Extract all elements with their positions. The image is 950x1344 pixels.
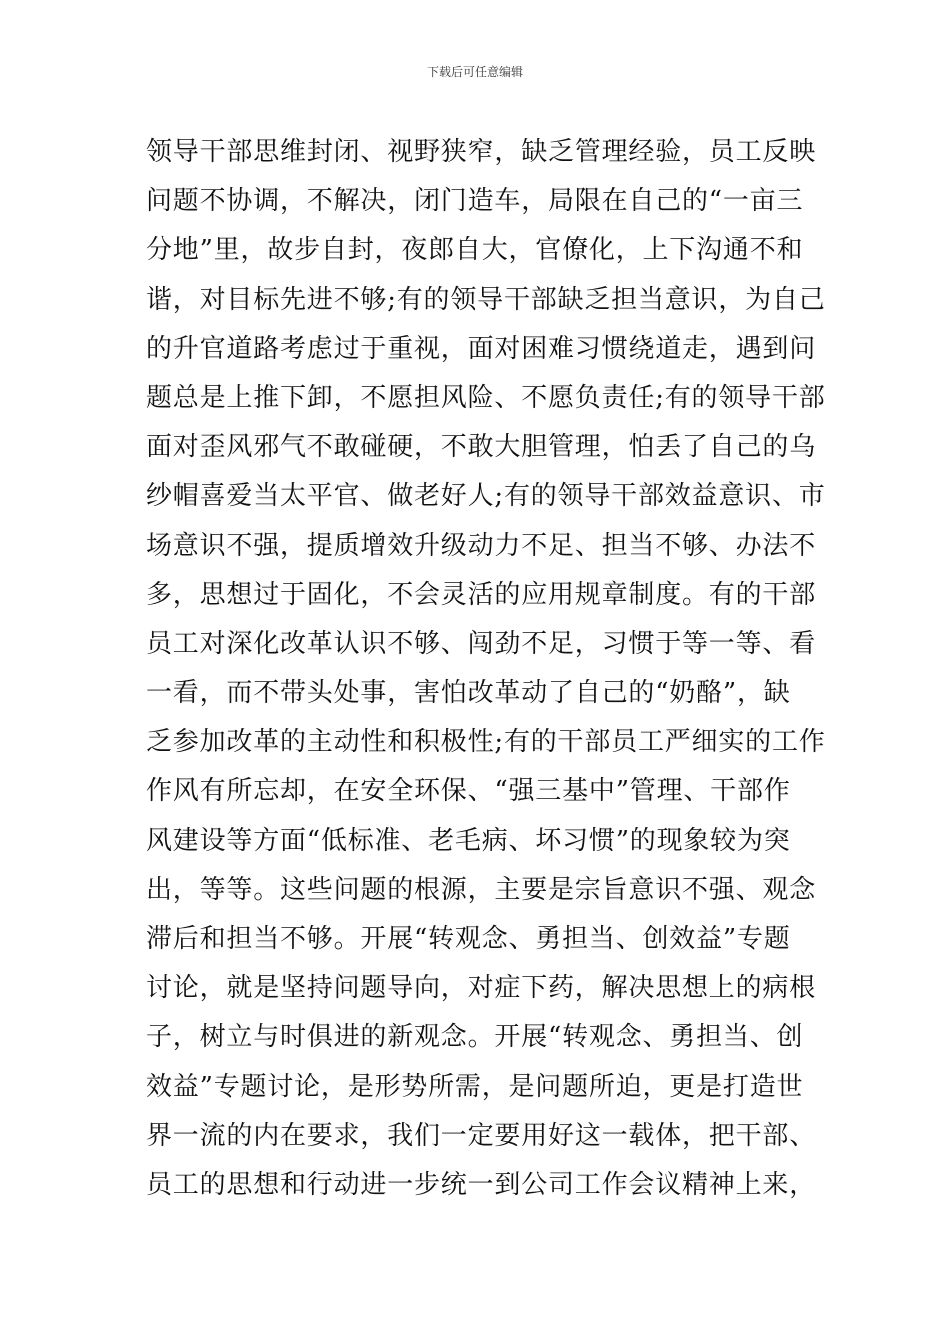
text-line: 讨论，就是坚持问题导向，对症下药，解决思想上的病根 bbox=[146, 973, 817, 1004]
text-line: 界一流的内在要求，我们一定要用好这一载体，把干部、 bbox=[146, 1120, 817, 1151]
text-line: 的升官道路考虑过于重视，面对困难习惯绕道走，遇到问 bbox=[146, 333, 817, 364]
text-line: 题总是上推下卸，不愿担风险、不愿负责任;有的领导干部 bbox=[146, 382, 826, 413]
text-line: 分地”里，故步自封，夜郎自大，官僚化，上下沟通不和 bbox=[146, 235, 804, 266]
text-line: 领导干部思维封闭、视野狭窄，缺乏管理经验，员工反映 bbox=[146, 137, 817, 167]
text-line: 纱帽喜爱当太平官、做老好人;有的领导干部效益意识、市 bbox=[146, 481, 826, 512]
text-line: 多，思想过于固化，不会灵活的应用规章制度。有的干部 bbox=[146, 579, 817, 610]
text-line: 员工的思想和行动进一步统一到公司工作会议精神上来， bbox=[146, 1169, 817, 1200]
text-line: 出，等等。这些问题的根源，主要是宗旨意识不强、观念 bbox=[146, 874, 817, 905]
text-line: 子，树立与时俱进的新观念。开展“转观念、勇担当、创 bbox=[146, 1022, 804, 1053]
text-line: 面对歪风邪气不敢碰硬，不敢大胆管理，怕丢了自己的乌 bbox=[146, 432, 817, 463]
text-line: 风建设等方面“低标准、老毛病、坏习惯”的现象较为突 bbox=[146, 825, 791, 856]
text-line: 滞后和担当不够。开展“转观念、勇担当、创效益”专题 bbox=[146, 924, 791, 954]
text-line: 作风有所忘却，在安全环保、“强三基中”管理、干部作 bbox=[146, 776, 791, 807]
text-line: 问题不协调，不解决，闭门造车，局限在自己的“一亩三 bbox=[146, 186, 804, 217]
text-line: 谐，对目标先进不够;有的领导干部缺乏担当意识，为自己 bbox=[146, 284, 826, 315]
body-text bbox=[146, 128, 826, 1210]
text-line: 员工对深化改革认识不够、闯劲不足，习惯于等一等、看 bbox=[146, 628, 817, 659]
text-line: 一看，而不带头处事，害怕改革动了自己的“奶酪”，缺 bbox=[146, 678, 791, 709]
text-line: 场意识不强，提质增效升级动力不足、担当不够、办法不 bbox=[146, 530, 817, 561]
text-line: 效益”专题讨论，是形势所需，是问题所迫，更是打造世 bbox=[146, 1071, 804, 1102]
text-line: 乏参加改革的主动性和积极性;有的干部员工严细实的工作 bbox=[146, 727, 826, 758]
page-header: 下载后可任意编辑 bbox=[426, 65, 523, 79]
